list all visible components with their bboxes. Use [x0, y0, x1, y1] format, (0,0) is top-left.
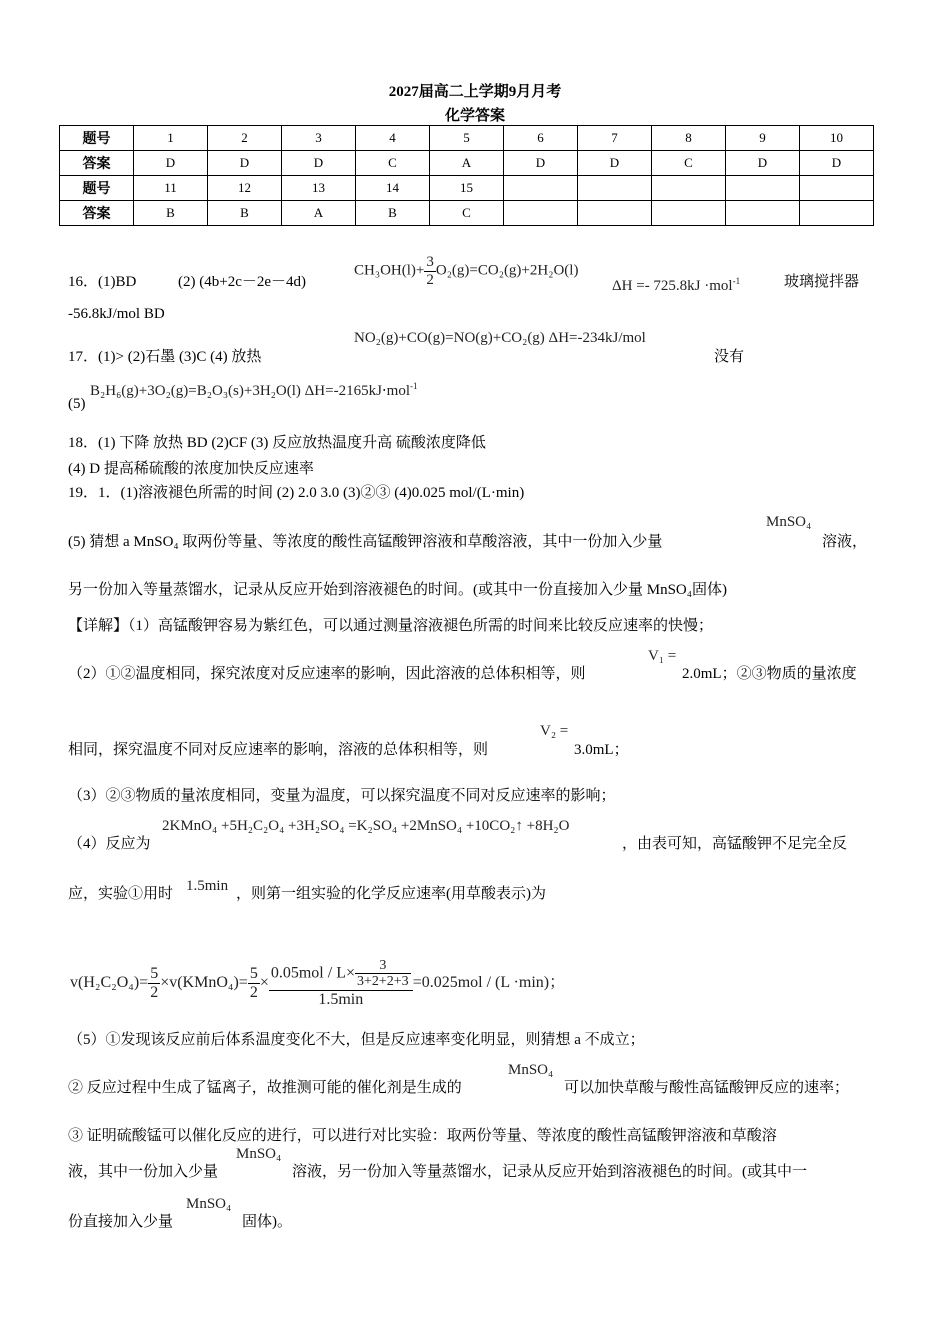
table-cell: 12 — [208, 176, 282, 201]
rate-left: v(H₂C₂O₄)= — [70, 973, 149, 991]
q17-eq5-sup: -1 — [410, 381, 418, 391]
table-row — [60, 201, 874, 226]
detail-5-equation: 2KMnO₄ +5H₂C₂O₄ +3H₂SO₄ =K₂SO₄ +2MnSO₄ +10CO₂↑ +8H₂O — [162, 818, 570, 834]
detail-2: （2）①②温度相同，探究浓度对反应速率的影响，因此溶液的总体积相等，则 — [68, 666, 586, 682]
table-cell: 7 — [578, 126, 652, 151]
detail-10-end: 溶液，另一份加入等量蒸馏水，记录从反应开始到溶液褪色的时间。(或其中一 — [292, 1164, 807, 1180]
row-label: 答案 — [60, 201, 134, 226]
detail-8-mnso4: MnSO₄ — [508, 1062, 554, 1078]
rate-main-frac — [269, 958, 413, 1008]
detail-5: （4）反应为 — [68, 836, 151, 852]
table-cell: 14 — [356, 176, 430, 201]
table-cell — [652, 201, 726, 226]
q16-part3: 玻璃搅拌器 — [784, 274, 860, 290]
table-cell: B — [208, 201, 282, 226]
table-cell: C — [430, 201, 504, 226]
table-cell — [726, 176, 800, 201]
table-cell: A — [430, 151, 504, 176]
rate-bottom: 1.5min — [318, 990, 364, 1008]
detail-v1: V₁ = — [648, 648, 677, 664]
rate-frac-52 — [148, 965, 160, 1001]
rate-inner-den: 3+2+2+3 — [357, 974, 409, 990]
rate-inner-frac — [355, 958, 411, 990]
table-cell: 1 — [134, 126, 208, 151]
q17-part5-label: (5) — [68, 396, 86, 412]
table-cell: 3 — [282, 126, 356, 151]
detail-11: 份直接加入少量 — [68, 1214, 174, 1230]
q16-fraction — [424, 254, 436, 288]
q16-frac-num: 3 — [426, 254, 434, 270]
q17-eq5-text: B₂H₆(g)+3O₂(g)=B₂O₃(s)+3H₂O(l) ΔH=-2165kJ⋅mol — [90, 383, 411, 399]
table-cell: 4 — [356, 126, 430, 151]
detail-10: 液，其中一份加入少量 — [68, 1164, 219, 1180]
detail-11-end: 固体)。 — [242, 1214, 292, 1230]
q16-eq-left: CH₃OH(l)+ — [354, 262, 425, 279]
table-cell: B — [356, 201, 430, 226]
q16-dh-text: ΔH =- 725.8kJ ·mol — [612, 278, 733, 294]
table-cell — [652, 176, 726, 201]
rate-frac-52b: $\frac{5}{2}$ — [249, 965, 258, 1001]
table-cell: D — [134, 151, 208, 176]
q16-dh-sup: -1 — [732, 276, 741, 286]
q16-part1: 16．(1)BD — [68, 274, 137, 290]
rate-mid: ×v(KMnO₄)= — [160, 973, 248, 991]
rate-52-den: 2 — [150, 983, 159, 1001]
detail-6-end: ，则第一组实验的化学反应速率(用草酸表示)为 — [236, 886, 546, 902]
detail-6: 应，实验①用时 — [68, 886, 174, 902]
row-label: 题号 — [60, 176, 134, 201]
q18-line1: 18．(1) 下降 放热 BD (2)CF (3) 反应放热温度升高 硫酸浓度降低 — [68, 435, 486, 451]
detail-2-end: 2.0mL；②③物质的量浓度 — [682, 666, 857, 682]
page-subtitle: 化学答案 — [444, 108, 505, 124]
q16-line2: -56.8kJ/mol BD — [68, 306, 165, 322]
q17-equation: NO₂(g)+CO(g)=NO(g)+CO₂(g) ΔH=-234kJ/mol — [354, 330, 646, 346]
table-row — [60, 176, 874, 201]
q16-frac-den: 2 — [426, 271, 434, 288]
q16-part2: (2) (4b+2c－2e－4d) — [178, 274, 307, 290]
table-row — [60, 151, 874, 176]
table-cell: 5 — [430, 126, 504, 151]
table-cell: D — [282, 151, 356, 176]
detail-3: 相同，探究温度不同对反应速率的影响，溶液的总体积相等，则 — [68, 742, 489, 758]
detail-1: 【详解】（1）高锰酸钾容易为紫红色，可以通过测量溶液褪色所需的时间来比较反应速率的快慢； — [68, 618, 714, 634]
rate-52-num: 5 — [150, 965, 159, 983]
detail-7: （5）①发现该反应前后体系温度变化不大，但是反应速率变化明显，则猜想 a 不成立； — [68, 1032, 645, 1048]
table-cell — [504, 201, 578, 226]
q19-part5-cont: 另一份加入等量蒸馏水，记录从反应开始到溶液褪色的时间。(或其中一份直接加入少量 MnSO₄固体) — [68, 582, 727, 598]
q18-line2: (4) D 提高稀硫酸的浓度加快反应速率 — [68, 461, 314, 477]
q19-mnso4: MnSO₄ — [766, 514, 812, 530]
table-cell: C — [356, 151, 430, 176]
detail-3-end: 3.0mL； — [574, 742, 629, 758]
table-row — [60, 126, 874, 151]
row-label: 答案 — [60, 151, 134, 176]
q19-part5-end: 溶液， — [822, 534, 868, 550]
detail-8-end: 可以加快草酸与酸性高锰酸钾反应的速率； — [564, 1080, 850, 1096]
table-cell: 8 — [652, 126, 726, 151]
table-cell: 2 — [208, 126, 282, 151]
table-cell — [504, 176, 578, 201]
table-cell — [800, 201, 874, 226]
rate-result: =0.025mol / (L ·min)； — [412, 973, 566, 991]
q19-line1: 19．1．(1)溶液褪色所需的时间 (2) 2.0 3.0 (3)②③ (4)0.025 mol/(L·min) — [68, 485, 525, 501]
answer-table — [59, 125, 874, 226]
page-title: 2027届高二上学期9月月考 — [388, 84, 562, 100]
table-cell: D — [726, 151, 800, 176]
table-cell — [726, 201, 800, 226]
detail-8: ② 反应过程中生成了锰离子，故推测可能的催化剂是生成的 — [68, 1080, 462, 1096]
table-cell: C — [652, 151, 726, 176]
q17-line1: 17．(1)> (2)石墨 (3)C (4) 放热 — [68, 349, 262, 365]
row-label: 题号 — [60, 126, 134, 151]
table-cell — [800, 176, 874, 201]
table-cell: 13 — [282, 176, 356, 201]
detail-4: （3）②③物质的量浓度相同，变量为温度，可以探究温度不同对反应速率的影响； — [68, 788, 616, 804]
q16-equation — [354, 254, 578, 288]
q17-equation5 — [90, 381, 418, 400]
rate-formula: v(H₂C₂O₄)= $\frac{5}{2}$ ×v(KMnO₄)= $\frac{5}{2}$ × 0.05mol / L× $\frac{3}{3+2+2+3}$ 1.5min =0.025mol / (L ·min)； — [70, 958, 566, 1008]
rate-inner-num: 3 — [355, 958, 411, 974]
detail-v2: V₂ = — [540, 723, 569, 739]
detail-9: ③ 证明硫酸锰可以催化反应的进行，可以进行对比实验：取两份等量、等浓度的酸性高锰酸钾溶液和草酸溶 — [68, 1128, 777, 1144]
table-cell: D — [208, 151, 282, 176]
q16-enthalpy — [612, 276, 740, 295]
table-cell: 10 — [800, 126, 874, 151]
detail-6-time: 1.5min — [186, 878, 229, 894]
table-cell: D — [800, 151, 874, 176]
table-cell: 6 — [504, 126, 578, 151]
table-cell — [578, 201, 652, 226]
table-cell: D — [578, 151, 652, 176]
table-cell: 15 — [430, 176, 504, 201]
table-cell: 9 — [726, 126, 800, 151]
table-cell: A — [282, 201, 356, 226]
q17-answer: 没有 — [714, 349, 745, 365]
detail-11-mnso4: MnSO₄ — [186, 1196, 232, 1212]
table-cell — [578, 176, 652, 201]
detail-10-mnso4: MnSO₄ — [236, 1146, 282, 1162]
table-cell: D — [504, 151, 578, 176]
q16-eq-right: O₂(g)=CO₂(g)+2H₂O(l) — [435, 262, 579, 279]
table-cell: B — [134, 201, 208, 226]
q19-part5: (5) 猜想 a MnSO₄ 取两份等量、等浓度的酸性高锰酸钾溶液和草酸溶液，其中一份加入少量 — [68, 534, 663, 550]
rate-top: 0.05mol / L× — [270, 964, 355, 982]
detail-5-end: ，由表可知，高锰酸钾不足完全反 — [622, 836, 848, 852]
table-cell: 11 — [134, 176, 208, 201]
